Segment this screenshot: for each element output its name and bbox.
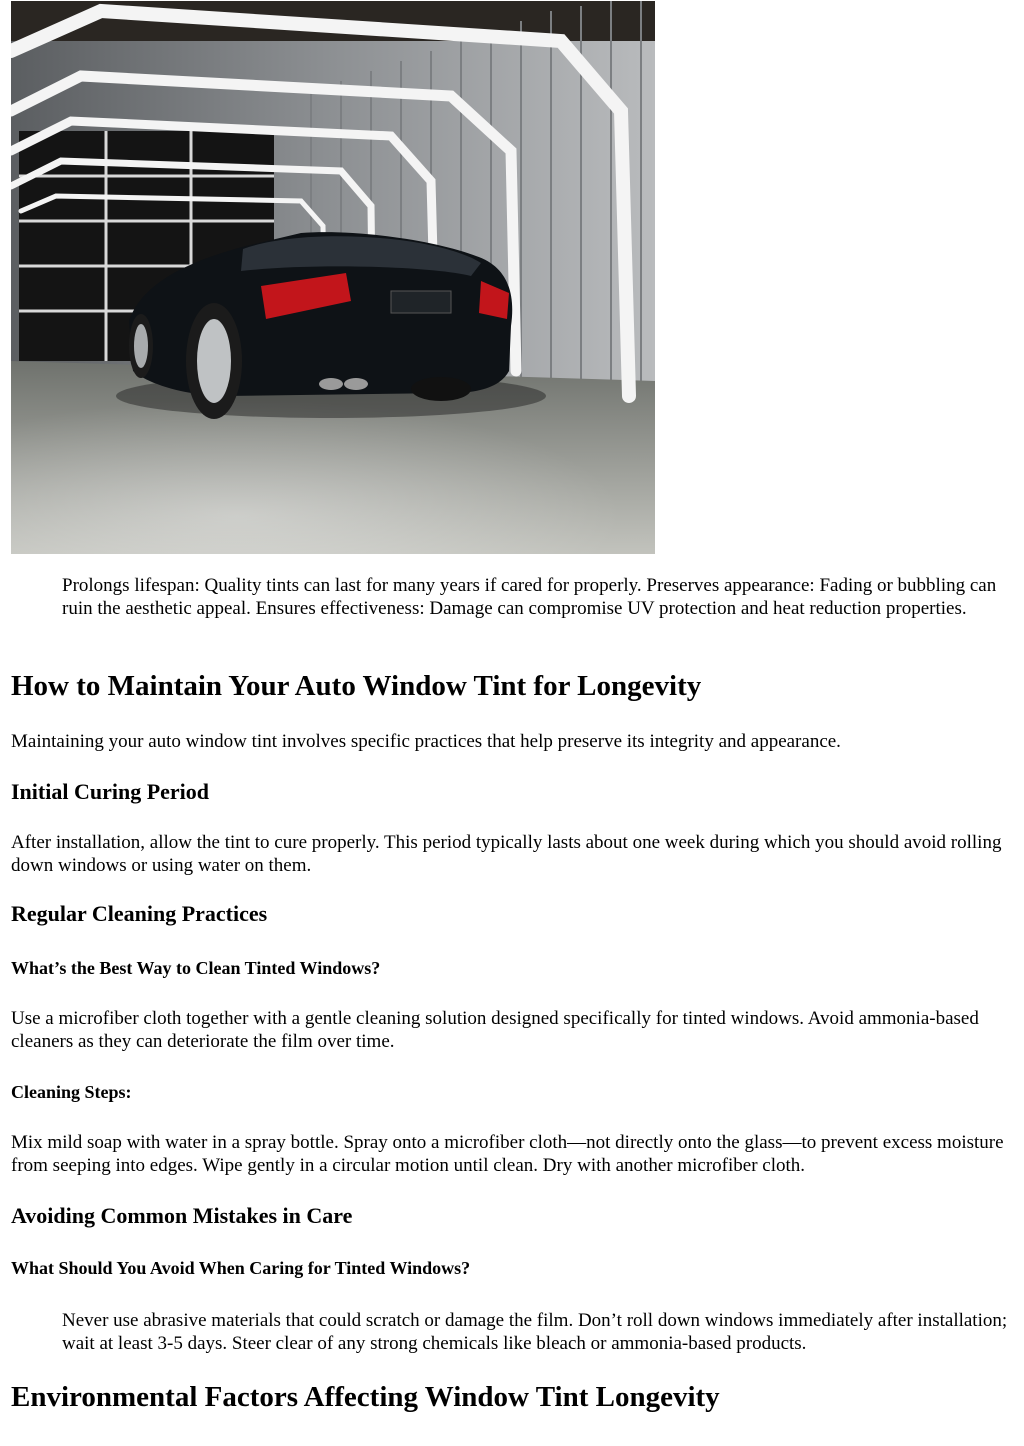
heading-cleaning: Regular Cleaning Practices: [11, 901, 268, 926]
maintain-intro-paragraph: Maintaining your auto window tint involves specific practices that help preserve its integrity and appearance.: [11, 731, 841, 752]
cleaning-answer: Use a microfiber cloth together with a gentle cleaning solution designed specifically for tinted windows. Avoid ammonia-based cleaners as they can deteriorate the film over time.: [11, 1008, 979, 1052]
heading-environment: Environmental Factors Affecting Window Tint Longevity: [11, 1381, 720, 1413]
cleaning-question: What’s the Best Way to Clean Tinted Windows?: [11, 958, 381, 978]
hero-car-photo: [11, 1, 655, 554]
mistakes-list: Never use abrasive materials that could scratch or damage the film. Don’t roll down windows immediately after installation; wait at least 3-5 days. Steer clear of any strong chemicals like bleach or ammonia-based products.: [62, 1310, 1008, 1354]
heading-maintain: How to Maintain Your Auto Window Tint for Longevity: [11, 670, 702, 702]
mistakes-question: What Should You Avoid When Caring for Tinted Windows?: [11, 1258, 471, 1278]
heading-curing: Initial Curing Period: [11, 779, 210, 804]
intro-paragraph: Prolongs lifespan: Quality tints can last for many years if cared for properly. Preserves appearance: Fading or bubbling can ruin the aesthetic appeal. Ensures effectiveness: Damage can compromise UV protection and heat reduction properties.: [62, 575, 997, 619]
cleaning-steps-paragraph: Mix mild soap with water in a spray bottle. Spray onto a microfiber cloth—not directly onto the glass—to prevent excess moisture from seeping into edges. Wipe gently in a circular motion until clean. Dry with another microfiber cloth.: [11, 1132, 1004, 1176]
heading-mistakes: Avoiding Common Mistakes in Care: [11, 1203, 353, 1228]
cleaning-steps-heading: Cleaning Steps:: [11, 1082, 132, 1102]
curing-paragraph: After installation, allow the tint to cure properly. This period typically lasts about one week during which you should avoid rolling down windows or using water on them.: [11, 832, 1002, 876]
